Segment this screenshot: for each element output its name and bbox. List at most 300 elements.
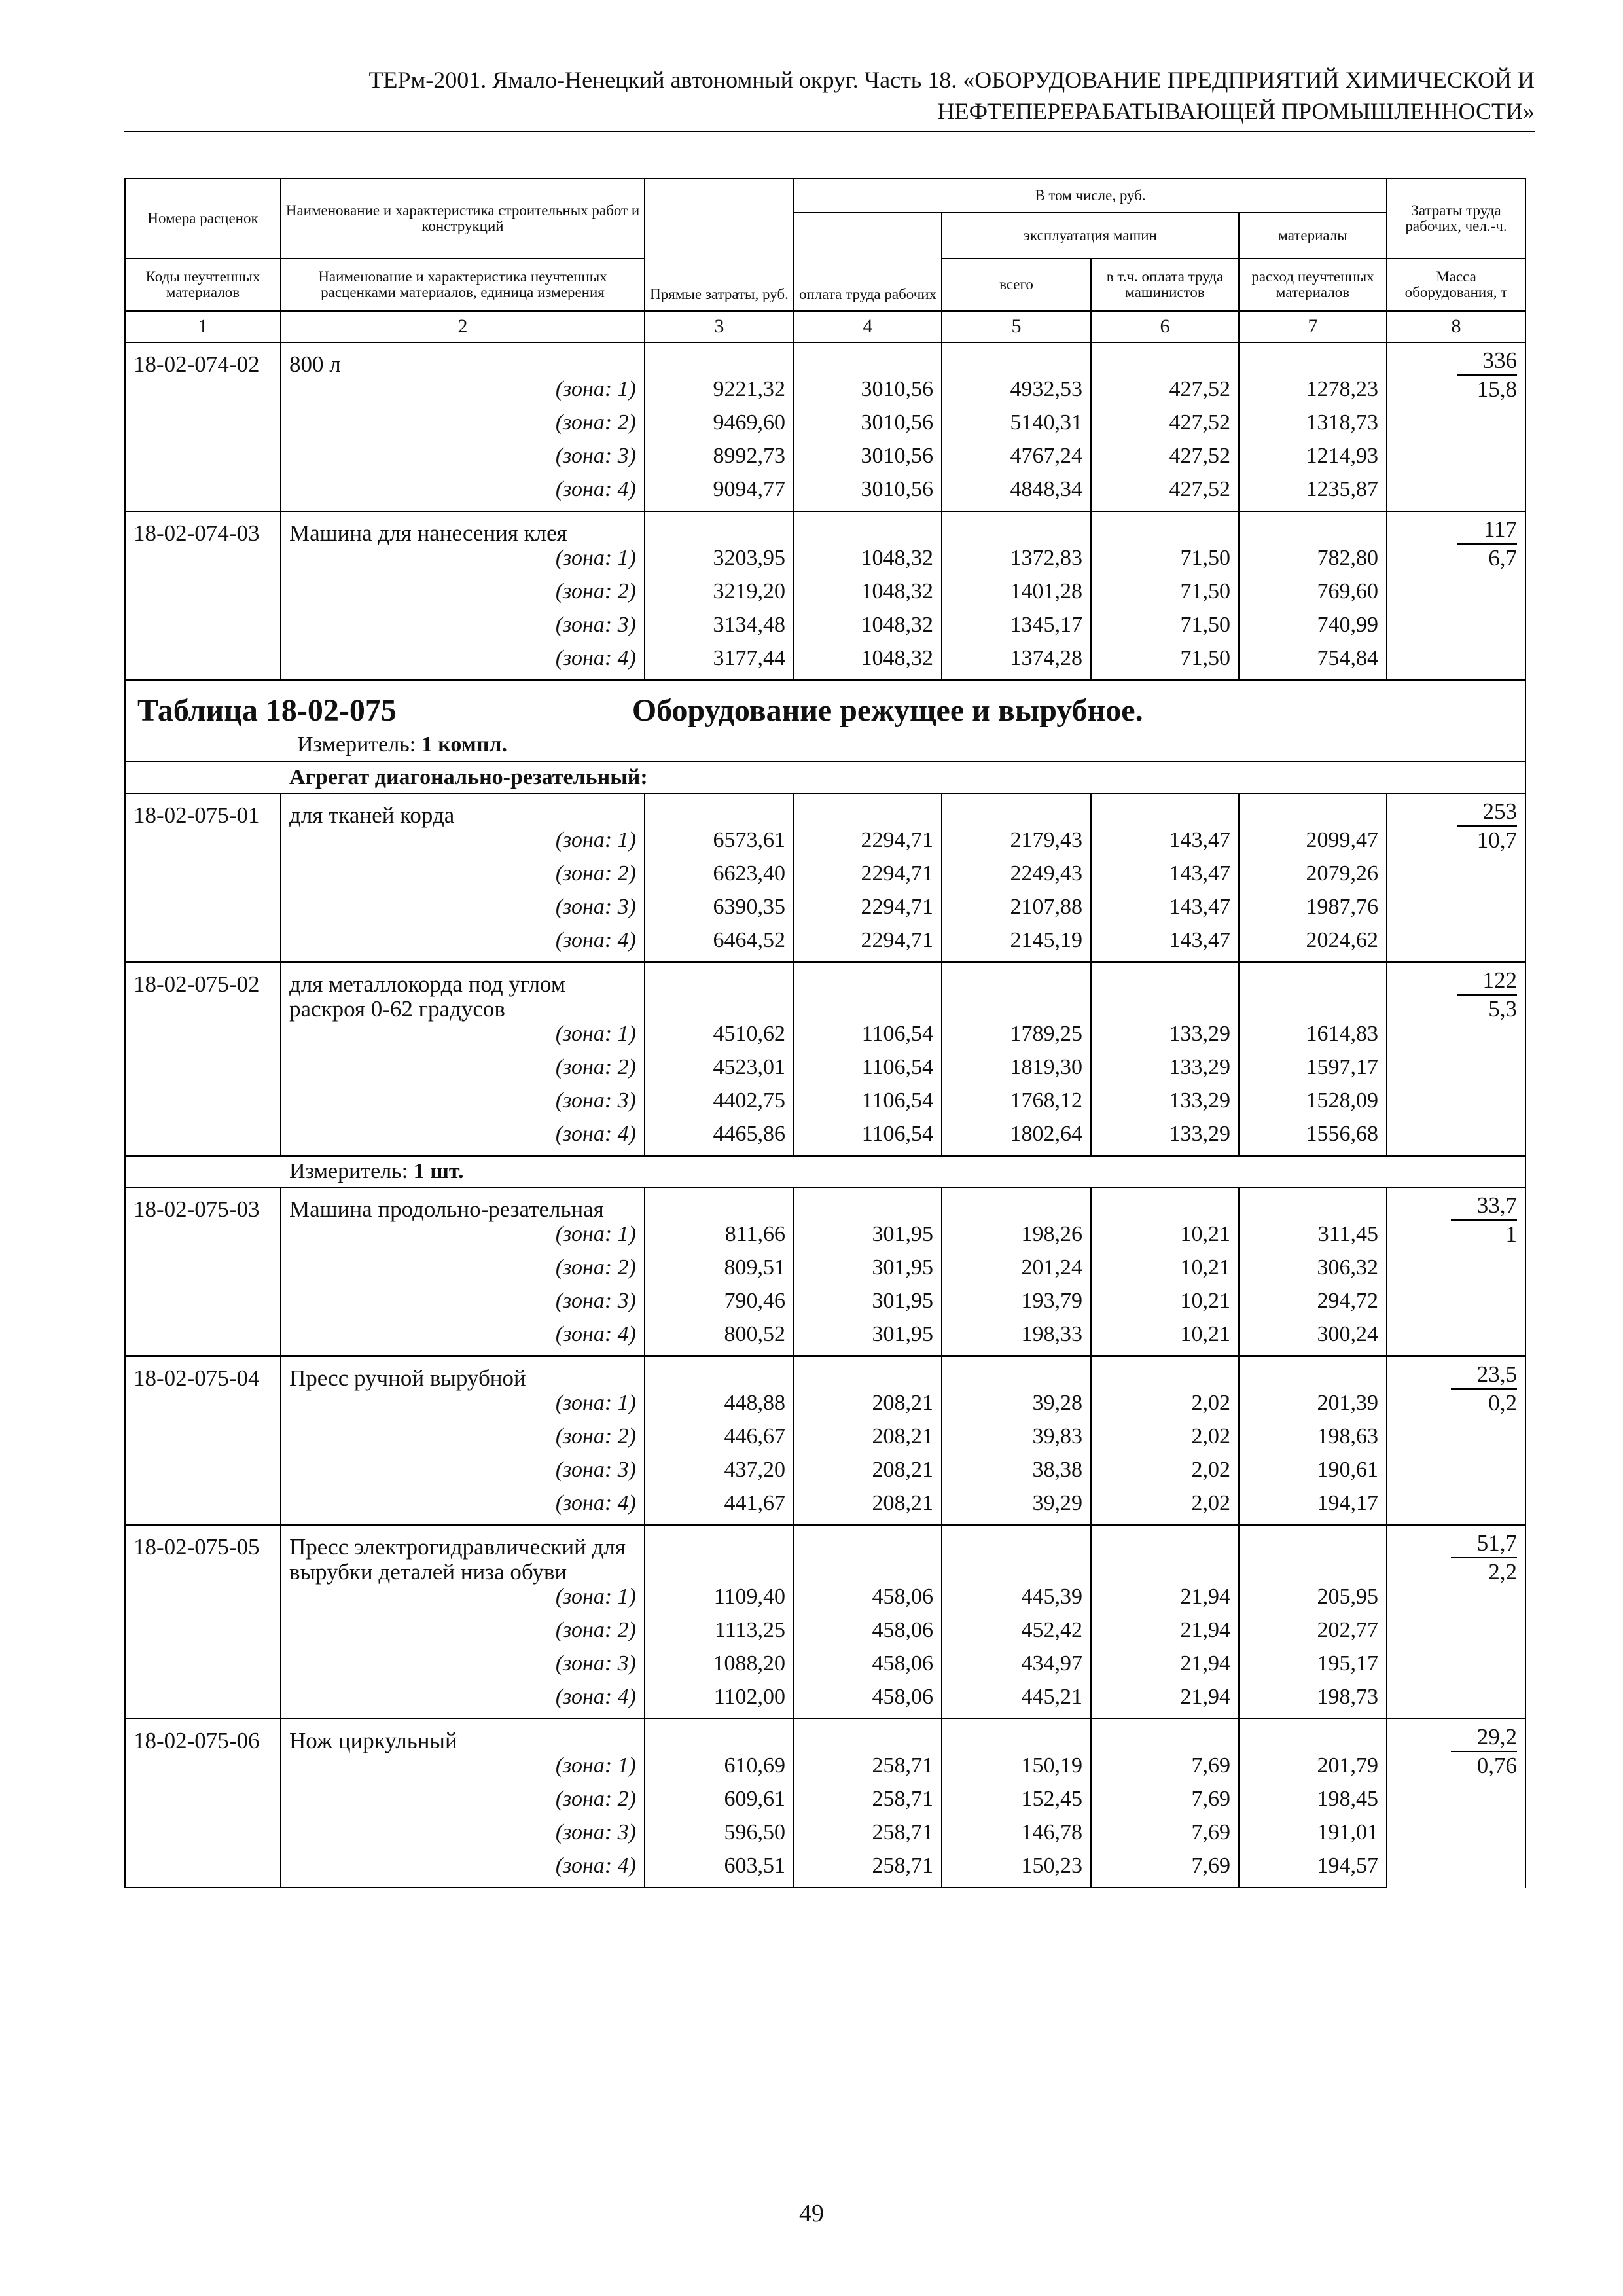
cost-value: 301,95 (794, 1289, 942, 1322)
cost-value: 3134,48 (645, 613, 794, 646)
cost-value: 769,60 (1239, 579, 1387, 613)
zone-row (125, 1458, 1525, 1491)
zone-label: (зона: 1) (281, 1753, 645, 1787)
item-row (125, 1187, 1525, 1222)
zone-label: (зона: 2) (281, 579, 645, 613)
cost-value: 190,61 (1239, 1458, 1387, 1491)
col-head-name: Наименование и характеристика строительных работ и конструкций (281, 179, 645, 259)
column-number: 4 (794, 311, 942, 342)
zone-row (125, 1289, 1525, 1322)
empty-cell (125, 613, 281, 646)
cost-value: 7,69 (1091, 1820, 1239, 1854)
group-heading-cell (125, 762, 1525, 793)
column-number: 1 (125, 311, 281, 342)
zone-row (125, 1685, 1525, 1719)
cost-value: 1102,00 (645, 1685, 794, 1719)
cost-value: 3177,44 (645, 646, 794, 680)
zone-row (125, 477, 1525, 511)
zone-row (125, 444, 1525, 477)
measure-label: Измеритель: (297, 732, 416, 757)
cost-value: 208,21 (794, 1424, 942, 1458)
cost-value: 198,33 (942, 1322, 1091, 1356)
cost-value: 2,02 (1091, 1458, 1239, 1491)
col-head-machinists: в т.ч. оплата труда машинистов (1091, 259, 1239, 311)
cost-value: 9221,32 (645, 377, 794, 410)
cost-value: 201,39 (1239, 1391, 1387, 1424)
cost-value: 143,47 (1091, 928, 1239, 962)
cost-value: 2107,88 (942, 895, 1091, 928)
cost-value: 610,69 (645, 1753, 794, 1787)
zone-row (125, 1585, 1525, 1618)
zone-row (125, 1820, 1525, 1854)
header-line-2: НЕФТЕПЕРЕРАБАТЫВАЮЩЕЙ ПРОМЫШЛЕННОСТИ» (937, 98, 1535, 124)
cost-value: 1048,32 (794, 579, 942, 613)
empty-cell (1091, 1719, 1239, 1753)
cost-value: 21,94 (1091, 1685, 1239, 1719)
empty-cell (1091, 1187, 1239, 1222)
cost-value: 1987,76 (1239, 895, 1387, 928)
cost-value: 434,97 (942, 1651, 1091, 1685)
cost-value: 10,21 (1091, 1322, 1239, 1356)
equipment-mass: 6,7 (1488, 545, 1518, 571)
zone-label: (зона: 4) (281, 1685, 645, 1719)
labor-cost: 117 (1457, 517, 1517, 545)
cost-value: 1048,32 (794, 613, 942, 646)
empty-cell (125, 1787, 281, 1820)
zone-label: (зона: 4) (281, 646, 645, 680)
cost-value: 8992,73 (645, 444, 794, 477)
cost-value: 2,02 (1091, 1391, 1239, 1424)
equipment-mass: 2,2 (1488, 1559, 1518, 1585)
cost-value: 809,51 (645, 1255, 794, 1289)
empty-cell (645, 793, 794, 828)
empty-cell (125, 1458, 281, 1491)
cost-value: 21,94 (1091, 1618, 1239, 1651)
cost-value: 1318,73 (1239, 410, 1387, 444)
cost-value: 1278,23 (1239, 377, 1387, 410)
cost-value: 201,79 (1239, 1753, 1387, 1787)
empty-cell (1239, 1525, 1387, 1585)
cost-value: 1597,17 (1239, 1055, 1387, 1088)
zone-row (125, 646, 1525, 680)
cost-value: 4767,24 (942, 444, 1091, 477)
cost-value: 7,69 (1091, 1854, 1239, 1888)
zone-label: (зона: 2) (281, 861, 645, 895)
zone-label: (зона: 1) (281, 546, 645, 579)
empty-cell (125, 410, 281, 444)
zone-label: (зона: 3) (281, 1289, 645, 1322)
cost-value: 596,50 (645, 1820, 794, 1854)
cost-value: 458,06 (794, 1585, 942, 1618)
zone-row (125, 1424, 1525, 1458)
empty-cell (125, 861, 281, 895)
empty-cell (125, 546, 281, 579)
zone-label: (зона: 1) (281, 377, 645, 410)
rate-name: для тканей корда (281, 793, 645, 828)
cost-value: 2,02 (1091, 1424, 1239, 1458)
zone-row (125, 1787, 1525, 1820)
cost-value: 3219,20 (645, 579, 794, 613)
empty-cell (125, 1391, 281, 1424)
zone-row (125, 895, 1525, 928)
measure-value: 1 компл. (421, 732, 508, 757)
table-body (125, 179, 1525, 1888)
cost-value: 1048,32 (794, 546, 942, 579)
cost-value: 445,21 (942, 1685, 1091, 1719)
cost-value: 1235,87 (1239, 477, 1387, 511)
empty-cell (125, 1854, 281, 1888)
labor-cost: 33,7 (1451, 1193, 1517, 1221)
empty-cell (125, 477, 281, 511)
zone-row (125, 928, 1525, 962)
cost-value: 4523,01 (645, 1055, 794, 1088)
cost-value: 1372,83 (942, 546, 1091, 579)
labor-mass-fraction (1387, 793, 1525, 962)
empty-cell (125, 1491, 281, 1525)
empty-cell (645, 1719, 794, 1753)
cost-value: 2294,71 (794, 895, 942, 928)
column-number-row (125, 311, 1525, 342)
empty-cell (125, 1820, 281, 1854)
cost-value: 306,32 (1239, 1255, 1387, 1289)
zone-label: (зона: 1) (281, 1222, 645, 1255)
measure-unit (134, 732, 1517, 761)
empty-cell (125, 928, 281, 962)
zone-label: (зона: 1) (281, 1391, 645, 1424)
cost-value: 208,21 (794, 1391, 942, 1424)
zone-label: (зона: 1) (281, 1585, 645, 1618)
cost-value: 2145,19 (942, 928, 1091, 962)
zone-label: (зона: 2) (281, 1055, 645, 1088)
zone-row (125, 1391, 1525, 1424)
empty-cell (125, 1585, 281, 1618)
zone-row (125, 1618, 1525, 1651)
table-title: Таблица 18-02-075 (137, 693, 397, 728)
zone-label: (зона: 1) (281, 828, 645, 861)
zone-row (125, 1753, 1525, 1787)
cost-value: 133,29 (1091, 1122, 1239, 1156)
measure-value: 1 шт. (413, 1159, 464, 1183)
rate-code: 18-02-075-04 (125, 1356, 281, 1391)
zone-label: (зона: 3) (281, 1651, 645, 1685)
cost-value: 1802,64 (942, 1122, 1091, 1156)
empty-cell (125, 444, 281, 477)
empty-cell (794, 1719, 942, 1753)
zone-row (125, 1322, 1525, 1356)
empty-cell (1239, 511, 1387, 546)
col-head-materials: материалы (1239, 213, 1387, 259)
cost-value: 195,17 (1239, 1651, 1387, 1685)
rate-code: 18-02-074-02 (125, 342, 281, 377)
col-head-name-bottom: Наименование и характеристика неучтенных расценками материалов, единица измерения (281, 259, 645, 311)
empty-cell (1239, 793, 1387, 828)
cost-value: 5140,31 (942, 410, 1091, 444)
cost-value: 4932,53 (942, 377, 1091, 410)
cost-value: 10,21 (1091, 1222, 1239, 1255)
column-number: 5 (942, 311, 1091, 342)
cost-value: 6573,61 (645, 828, 794, 861)
cost-value: 3203,95 (645, 546, 794, 579)
empty-cell (645, 962, 794, 1022)
cost-value: 7,69 (1091, 1753, 1239, 1787)
zone-row (125, 1491, 1525, 1525)
rate-code: 18-02-075-02 (125, 962, 281, 1022)
empty-cell (125, 1753, 281, 1787)
cost-value: 3010,56 (794, 410, 942, 444)
cost-value: 301,95 (794, 1255, 942, 1289)
zone-label: (зона: 2) (281, 1255, 645, 1289)
empty-cell (794, 962, 942, 1022)
cost-value: 427,52 (1091, 377, 1239, 410)
zone-row (125, 1055, 1525, 1088)
rate-code: 18-02-075-06 (125, 1719, 281, 1753)
cost-value: 603,51 (645, 1854, 794, 1888)
cost-value: 609,61 (645, 1787, 794, 1820)
cost-value: 301,95 (794, 1322, 942, 1356)
empty-cell (1239, 342, 1387, 377)
labor-cost: 122 (1457, 968, 1518, 996)
empty-cell (794, 511, 942, 546)
cost-value: 1374,28 (942, 646, 1091, 680)
rates-table (124, 178, 1526, 1888)
zone-row (125, 1854, 1525, 1888)
zone-row (125, 1022, 1525, 1055)
empty-cell (125, 895, 281, 928)
empty-cell (125, 1289, 281, 1322)
column-number: 3 (645, 311, 794, 342)
cost-value: 191,01 (1239, 1820, 1387, 1854)
cost-value: 437,20 (645, 1458, 794, 1491)
labor-cost: 23,5 (1451, 1362, 1517, 1390)
cost-value: 201,24 (942, 1255, 1091, 1289)
cost-value: 198,63 (1239, 1424, 1387, 1458)
measure-cell (125, 1156, 1525, 1187)
header-rule (124, 131, 1535, 132)
empty-cell (942, 793, 1091, 828)
empty-cell (125, 1651, 281, 1685)
zone-label: (зона: 3) (281, 444, 645, 477)
labor-cost: 253 (1457, 799, 1518, 827)
empty-cell (1091, 962, 1239, 1022)
empty-cell (942, 342, 1091, 377)
cost-value: 3010,56 (794, 377, 942, 410)
empty-cell (125, 828, 281, 861)
cost-value: 1106,54 (794, 1122, 942, 1156)
cost-value: 446,67 (645, 1424, 794, 1458)
col-head-exploitation: эксплуатация машин (942, 213, 1239, 259)
cost-value: 448,88 (645, 1391, 794, 1424)
cost-value: 39,83 (942, 1424, 1091, 1458)
cost-value: 1556,68 (1239, 1122, 1387, 1156)
group-heading-row (125, 762, 1525, 793)
table-subtitle: Оборудование режущее и вырубное. (632, 693, 1143, 728)
cost-value: 71,50 (1091, 546, 1239, 579)
cost-value: 152,45 (942, 1787, 1091, 1820)
col-head-codes-bottom: Коды неучтенных материалов (125, 259, 281, 311)
cost-value: 445,39 (942, 1585, 1091, 1618)
cost-value: 39,29 (942, 1491, 1091, 1525)
labor-mass-fraction (1387, 1356, 1525, 1525)
cost-value: 1106,54 (794, 1022, 942, 1055)
cost-value: 2249,43 (942, 861, 1091, 895)
cost-value: 458,06 (794, 1651, 942, 1685)
zone-row (125, 546, 1525, 579)
measure-label: Измеритель: (289, 1159, 408, 1183)
empty-cell (1239, 1187, 1387, 1222)
zone-row (125, 861, 1525, 895)
empty-cell (125, 1088, 281, 1122)
equipment-mass: 1 (1505, 1221, 1518, 1247)
zone-label: (зона: 3) (281, 1088, 645, 1122)
column-number: 8 (1387, 311, 1525, 342)
cost-value: 740,99 (1239, 613, 1387, 646)
labor-mass-fraction (1387, 1187, 1525, 1356)
rate-code: 18-02-075-05 (125, 1525, 281, 1585)
cost-value: 427,52 (1091, 477, 1239, 511)
cost-value: 301,95 (794, 1222, 942, 1255)
table-title-cell (125, 680, 1525, 762)
item-row (125, 1719, 1525, 1753)
group-heading: Агрегат диагонально-резательный: (289, 765, 648, 789)
rate-name: для металлокорда под углом раскроя 0-62 градусов (281, 962, 645, 1022)
rate-name: Пресс ручной вырубной (281, 1356, 645, 1391)
labor-cost: 29,2 (1451, 1725, 1517, 1752)
cost-value: 10,21 (1091, 1289, 1239, 1322)
cost-value: 7,69 (1091, 1787, 1239, 1820)
cost-value: 1401,28 (942, 579, 1091, 613)
zone-row (125, 1222, 1525, 1255)
empty-cell (942, 1525, 1091, 1585)
cost-value: 3010,56 (794, 477, 942, 511)
zone-label: (зона: 2) (281, 1787, 645, 1820)
empty-cell (125, 646, 281, 680)
item-row (125, 793, 1525, 828)
labor-mass-fraction (1387, 1719, 1525, 1888)
empty-cell (125, 1055, 281, 1088)
cost-value: 2024,62 (1239, 928, 1387, 962)
cost-value: 4465,86 (645, 1122, 794, 1156)
empty-cell (794, 793, 942, 828)
empty-cell (645, 511, 794, 546)
zone-label: (зона: 4) (281, 928, 645, 962)
zone-row (125, 410, 1525, 444)
cost-value: 208,21 (794, 1491, 942, 1525)
rate-name: Машина для нанесения клея (281, 511, 645, 546)
cost-value: 1088,20 (645, 1651, 794, 1685)
cost-value: 38,38 (942, 1458, 1091, 1491)
empty-cell (645, 1525, 794, 1585)
cost-value: 1528,09 (1239, 1088, 1387, 1122)
zone-label: (зона: 3) (281, 613, 645, 646)
empty-cell (794, 342, 942, 377)
empty-cell (1239, 1356, 1387, 1391)
zone-row (125, 1088, 1525, 1122)
cost-value: 2294,71 (794, 928, 942, 962)
cost-value: 258,71 (794, 1753, 942, 1787)
cost-value: 71,50 (1091, 613, 1239, 646)
cost-value: 2099,47 (1239, 828, 1387, 861)
zone-row (125, 613, 1525, 646)
measure-row (125, 1156, 1525, 1187)
cost-value: 1106,54 (794, 1055, 942, 1088)
cost-value: 198,73 (1239, 1685, 1387, 1719)
cost-value: 4510,62 (645, 1022, 794, 1055)
cost-value: 6390,35 (645, 895, 794, 928)
empty-cell (125, 1618, 281, 1651)
zone-row (125, 828, 1525, 861)
cost-value: 150,19 (942, 1753, 1091, 1787)
labor-cost: 51,7 (1451, 1531, 1517, 1558)
rate-code: 18-02-075-01 (125, 793, 281, 828)
labor-mass-fraction (1387, 511, 1525, 680)
cost-value: 143,47 (1091, 861, 1239, 895)
cost-value: 1109,40 (645, 1585, 794, 1618)
empty-cell (125, 1685, 281, 1719)
cost-value: 2294,71 (794, 828, 942, 861)
equipment-mass: 5,3 (1488, 996, 1518, 1022)
cost-value: 1789,25 (942, 1022, 1091, 1055)
cost-value: 1345,17 (942, 613, 1091, 646)
zone-row (125, 1122, 1525, 1156)
zone-label: (зона: 2) (281, 1618, 645, 1651)
cost-value: 143,47 (1091, 895, 1239, 928)
equipment-mass: 15,8 (1476, 376, 1518, 402)
empty-cell (125, 1424, 281, 1458)
cost-value: 194,17 (1239, 1491, 1387, 1525)
column-number: 2 (281, 311, 645, 342)
cost-value: 3010,56 (794, 444, 942, 477)
zone-label: (зона: 4) (281, 1122, 645, 1156)
empty-cell (125, 1255, 281, 1289)
column-number: 6 (1091, 311, 1239, 342)
cost-value: 71,50 (1091, 646, 1239, 680)
page-header (124, 64, 1535, 127)
cost-value: 6623,40 (645, 861, 794, 895)
zone-label: (зона: 4) (281, 1322, 645, 1356)
cost-value: 1048,32 (794, 646, 942, 680)
empty-cell (1091, 793, 1239, 828)
cost-value: 133,29 (1091, 1088, 1239, 1122)
cost-value: 21,94 (1091, 1651, 1239, 1685)
cost-value: 4402,75 (645, 1088, 794, 1122)
cost-value: 2079,26 (1239, 861, 1387, 895)
col-head-wages: оплата труда рабочих (794, 213, 942, 311)
cost-value: 1106,54 (794, 1088, 942, 1122)
cost-value: 1819,30 (942, 1055, 1091, 1088)
empty-cell (645, 1356, 794, 1391)
cost-value: 427,52 (1091, 410, 1239, 444)
rate-name: 800 л (281, 342, 645, 377)
empty-cell (645, 342, 794, 377)
cost-value: 2294,71 (794, 861, 942, 895)
cost-value: 39,28 (942, 1391, 1091, 1424)
empty-cell (1091, 342, 1239, 377)
labor-mass-fraction (1387, 1525, 1525, 1719)
cost-value: 458,06 (794, 1685, 942, 1719)
cost-value: 258,71 (794, 1854, 942, 1888)
cost-value: 150,23 (942, 1854, 1091, 1888)
cost-value: 194,57 (1239, 1854, 1387, 1888)
empty-cell (125, 1022, 281, 1055)
empty-cell (1239, 962, 1387, 1022)
cost-value: 208,21 (794, 1458, 942, 1491)
cost-value: 311,45 (1239, 1222, 1387, 1255)
cost-value: 811,66 (645, 1222, 794, 1255)
cost-value: 205,95 (1239, 1585, 1387, 1618)
cost-value: 790,46 (645, 1289, 794, 1322)
cost-value: 258,71 (794, 1787, 942, 1820)
equipment-mass: 10,7 (1476, 827, 1518, 853)
